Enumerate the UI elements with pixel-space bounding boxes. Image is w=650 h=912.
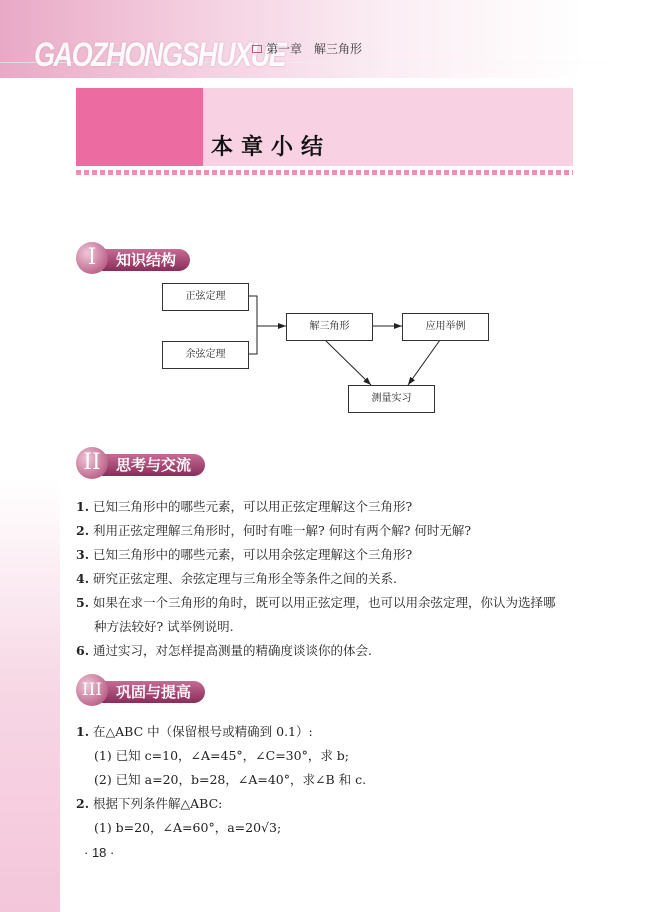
question-list <box>76 495 556 663</box>
list-item <box>76 567 556 591</box>
item-text: 已知三角形中的哪些元素，可以用正弦定理解这个三角形? <box>93 499 413 514</box>
item-number: 1. <box>76 499 90 514</box>
item-number: 2. <box>76 796 90 811</box>
box-cosine-law: 余弦定理 <box>162 341 249 369</box>
exercise-item <box>76 720 366 744</box>
list-item <box>76 543 556 567</box>
list-item <box>76 591 556 639</box>
section-label: 巩固与提高 <box>102 681 205 703</box>
list-item <box>76 639 556 663</box>
series-logo: GAOZHONGSHUXUE <box>34 36 286 74</box>
list-item <box>76 495 556 519</box>
section-number: III <box>76 674 108 706</box>
item-text: 根据下列条件解△ABC: <box>93 796 223 811</box>
sub-item: (1) b=20，∠A=60°，a=20√3; <box>94 820 282 835</box>
chapter-text: 第一章 解三角形 <box>266 42 363 56</box>
page-number: · 18 · <box>84 845 115 860</box>
box-applications: 应用举例 <box>402 313 489 341</box>
item-text: 在△ABC 中（保留根号或精确到 0.1）: <box>93 724 313 739</box>
item-number: 3. <box>76 547 90 562</box>
item-text: 已知三角形中的哪些元素，可以用余弦定理解这个三角形? <box>93 547 413 562</box>
section-number: II <box>76 447 108 479</box>
item-text: 利用正弦定理解三角形时，何时有唯一解? 何时有两个解? 何时无解? <box>93 523 472 538</box>
exercise-list <box>76 720 366 840</box>
exercise-item <box>76 792 366 816</box>
section-label: 思考与交流 <box>102 454 205 476</box>
box-sine-law: 正弦定理 <box>162 283 249 311</box>
sub-item: (2) 已知 a=20，b=28，∠A=40°，求∠B 和 c. <box>94 772 367 787</box>
page-title: 本章小结 <box>211 135 332 160</box>
box-solve-triangle: 解三角形 <box>286 313 373 341</box>
item-number: 4. <box>76 571 90 586</box>
item-number: 6. <box>76 643 90 658</box>
section-number: I <box>76 242 108 274</box>
item-text: 研究正弦定理、余弦定理与三角形全等条件之间的关系. <box>93 571 398 586</box>
item-number: 5. <box>76 595 90 610</box>
section-label: 知识结构 <box>102 249 190 271</box>
list-item <box>76 519 556 543</box>
box-measurement: 测量实习 <box>348 385 435 413</box>
item-text: 如果在求一个三角形的角时，既可以用正弦定理，也可以用余弦定理，你认为选择哪 <box>93 595 556 610</box>
item-number: 2. <box>76 523 90 538</box>
item-number: 1. <box>76 724 90 739</box>
item-text-continued: 种方法较好? 试举例说明. <box>94 619 234 634</box>
sub-item: (1) 已知 c=10，∠A=45°，∠C=30°，求 b; <box>94 748 350 763</box>
item-text: 通过实习，对怎样提高测量的精确度谈谈你的体会. <box>93 643 373 658</box>
